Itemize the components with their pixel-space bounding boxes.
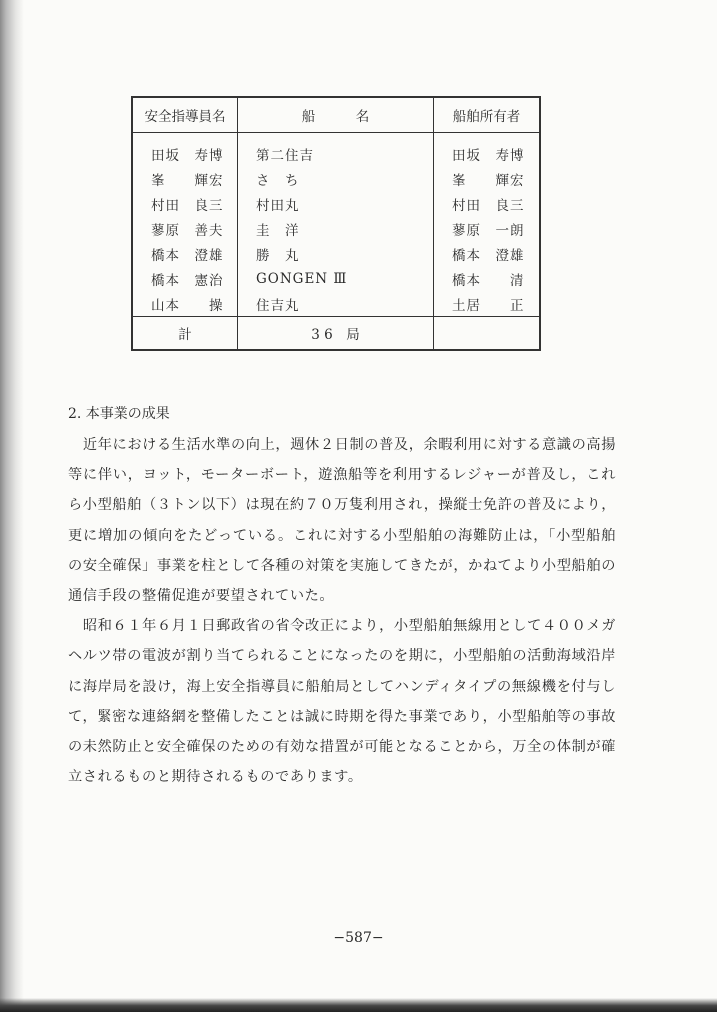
section-body bbox=[68, 430, 616, 792]
instructor-cell: 山本 操 bbox=[132, 291, 238, 317]
owner-cell: 峯 輝宏 bbox=[434, 166, 541, 191]
table-body bbox=[132, 133, 540, 317]
instructor-cell: 田坂 寿博 bbox=[132, 133, 238, 167]
table-row bbox=[132, 241, 540, 266]
instructor-cell: 村田 良三 bbox=[132, 191, 238, 216]
instructor-cell: 橋本 澄雄 bbox=[132, 241, 238, 266]
owner-cell: 橋本 澄雄 bbox=[434, 241, 541, 266]
vessel-cell: GONGEN Ⅲ bbox=[238, 266, 434, 291]
vessel-cell: 村田丸 bbox=[238, 191, 434, 216]
section-title: 2. 本事業の成果 bbox=[68, 406, 170, 422]
paragraph: 近年における生活水準の向上，週休２日制の普及，余暇利用に対する意識の高揚等に伴い，ヨット，モーターボート，遊漁船等を利用するレジャーが普及し，これら小型船舶（３トン以下）は現在約７０万隻利用され，操縦士免許の普及により，更に増加の傾向をたどっている。これに対する小型船舶の海難防止は，「小型船舶の安全確保」事業を柱として各種の対策を実施してきたが，かねてより小型船舶の通信手段の整備促進が要望されていた。 bbox=[68, 437, 616, 605]
header-owner: 船舶所有者 bbox=[434, 97, 541, 133]
owner-cell: 田坂 寿博 bbox=[434, 133, 541, 167]
safety-instructor-table bbox=[131, 96, 541, 351]
total-owner bbox=[434, 317, 541, 351]
vessel-cell: 勝 丸 bbox=[238, 241, 434, 266]
scan-bottom-edge bbox=[0, 998, 717, 1012]
owner-cell: 橋本 清 bbox=[434, 266, 541, 291]
total-label: 計 bbox=[132, 317, 238, 351]
page-number: −587− bbox=[333, 930, 384, 946]
owner-cell: 土居 正 bbox=[434, 291, 541, 317]
instructor-cell: 蓼原 善夫 bbox=[132, 216, 238, 241]
vessel-cell: さ ち bbox=[238, 166, 434, 191]
table-total-row bbox=[132, 317, 540, 351]
table-row bbox=[132, 216, 540, 241]
table-header-row bbox=[132, 97, 540, 133]
table-row bbox=[132, 133, 540, 167]
total-value: 3 6 局 bbox=[238, 317, 434, 351]
header-instructor: 安全指導員名 bbox=[132, 97, 238, 133]
instructor-cell: 峯 輝宏 bbox=[132, 166, 238, 191]
vessel-cell: 第二住吉 bbox=[238, 133, 434, 167]
table-row bbox=[132, 191, 540, 216]
owner-cell: 村田 良三 bbox=[434, 191, 541, 216]
table-row bbox=[132, 291, 540, 317]
instructor-cell: 橋本 憲治 bbox=[132, 266, 238, 291]
vessel-cell: 圭 洋 bbox=[238, 216, 434, 241]
header-vessel: 船 名 bbox=[238, 97, 434, 133]
owner-cell: 蓼原 一朗 bbox=[434, 216, 541, 241]
vessel-cell: 住吉丸 bbox=[238, 291, 434, 317]
paragraph: 昭和６１年６月１日郵政省の省令改正により，小型船舶無線用として４００メガヘルツ帯の電波が割り当てられることになったのを期に，小型船舶の活動海域沿岸に海岸局を設け，海上安全指導員に船舶局としてハンディタイプの無線機を付与して，緊密な連絡網を整備したことは誠に時期を得た事業であり，小型船舶等の事故の未然防止と安全確保のための有効な措置が可能となることから，万全の体制が確立されるものと期待されるものであります。 bbox=[68, 618, 616, 786]
table-row bbox=[132, 166, 540, 191]
scan-left-edge bbox=[0, 0, 24, 1012]
table-row bbox=[132, 266, 540, 291]
